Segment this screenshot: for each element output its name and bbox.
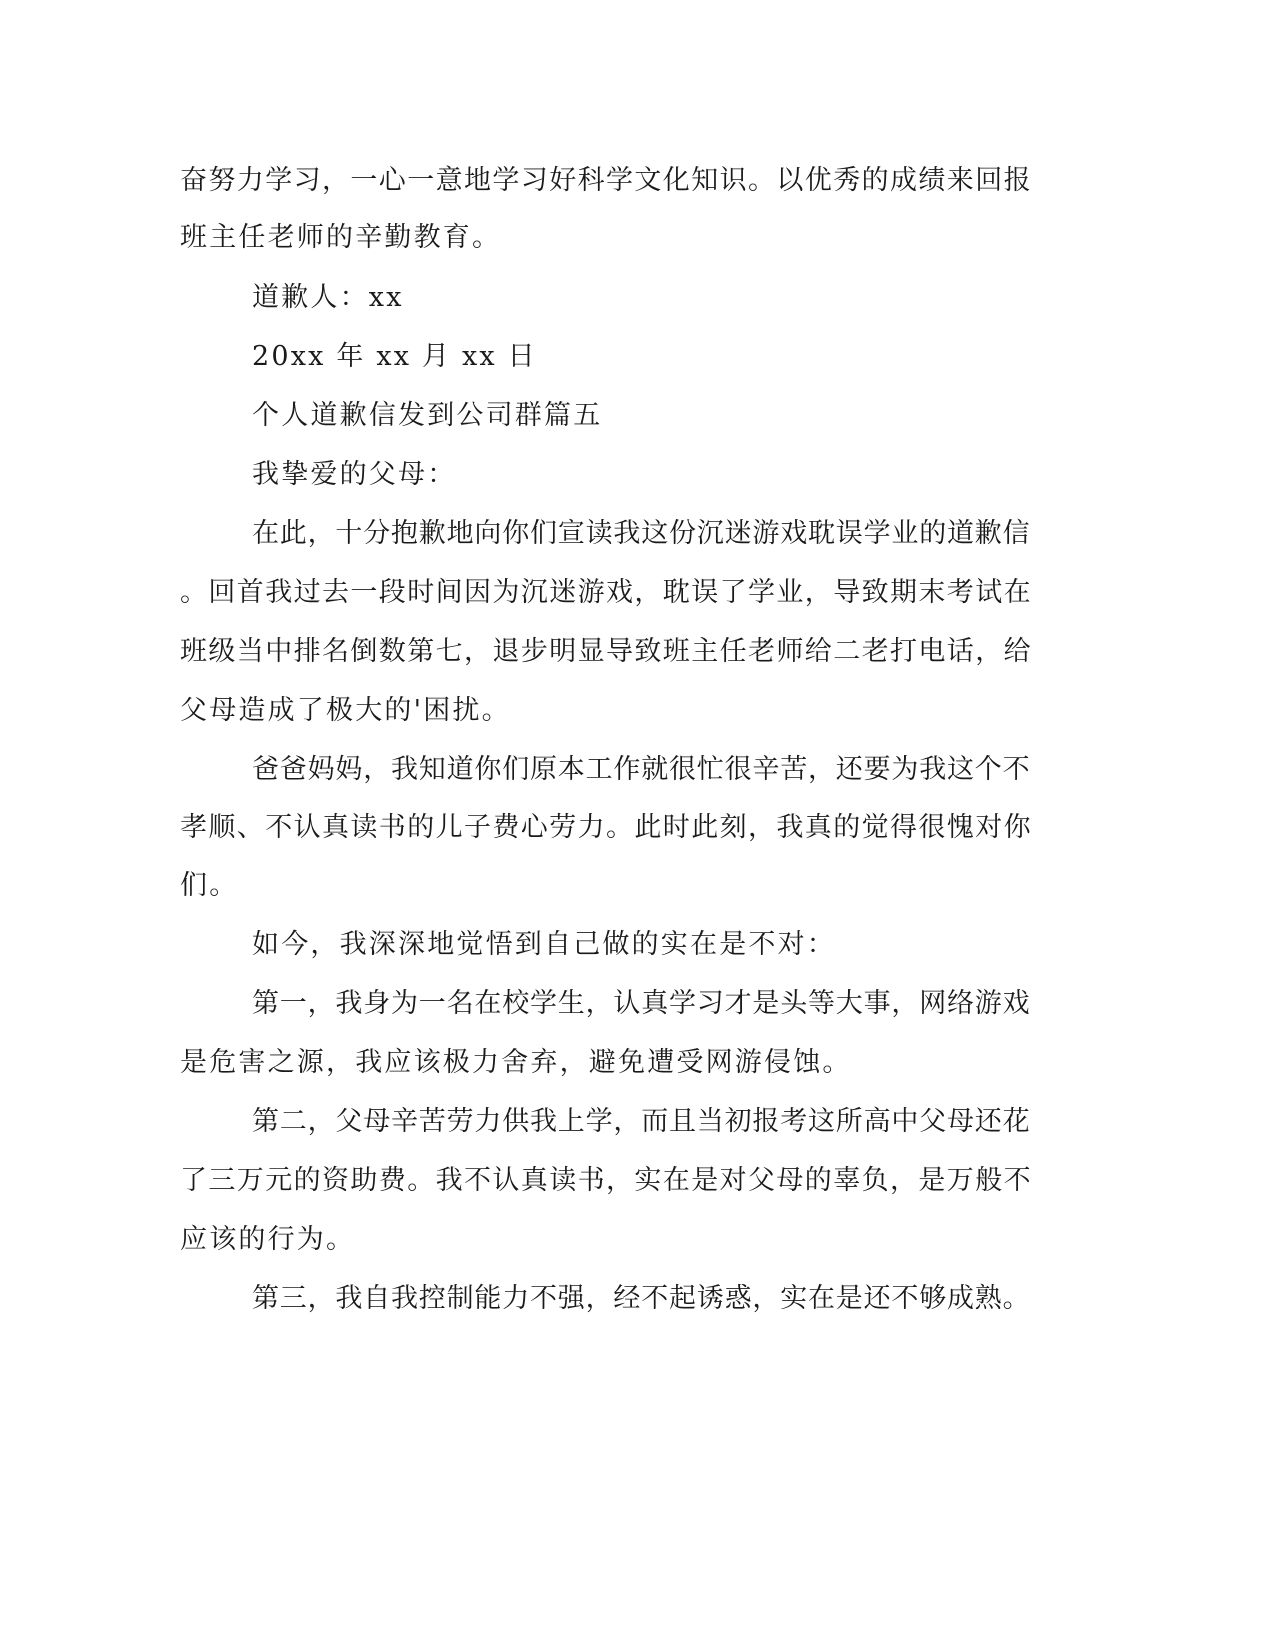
text-line: 们。: [180, 870, 239, 901]
text-line: 奋努力学习，一心一意地学习好科学文化知识。以优秀的成绩来回报: [180, 165, 1032, 196]
text-line: 在此，十分抱歉地向你们宣读我这份沉迷游戏耽误学业的道歉信: [252, 518, 1031, 549]
text-line: 第一，我身为一名在校学生，认真学习才是头等大事，网络游戏: [252, 988, 1031, 1019]
text-line: 孝顺、不认真读书的儿子费心劳力。此时此刻，我真的觉得很愧对你: [180, 812, 1032, 843]
text-line: 如今，我深深地觉悟到自己做的实在是不对：: [252, 929, 836, 960]
salutation: 我挚爱的父母：: [252, 459, 457, 490]
text-line: 第三，我自我控制能力不强，经不起诱惑，实在是还不够成熟。: [252, 1283, 1031, 1314]
text-line: 第二，父母辛苦劳力供我上学，而且当初报考这所高中父母还花: [252, 1106, 1031, 1137]
signature-line: 道歉人：xx: [252, 282, 404, 313]
text-line: 父母造成了极大的'困扰。: [180, 695, 511, 726]
text-line: 班主任老师的辛勤教育。: [180, 222, 502, 253]
text-line: 应该的行为。: [180, 1224, 356, 1255]
text-line: 。回首我过去一段时间因为沉迷游戏，耽误了学业，导致期末考试在: [180, 577, 1032, 608]
date-line: 20xx 年 xx 月 xx 日: [252, 341, 537, 372]
text-line: 了三万元的资助费。我不认真读书，实在是对父母的辜负，是万般不: [180, 1165, 1032, 1196]
text-line: 班级当中排名倒数第七，退步明显导致班主任老师给二老打电话，给: [180, 636, 1032, 667]
text-line: 是危害之源，我应该极力舍弃，避免遭受网游侵蚀。: [180, 1047, 852, 1078]
section-heading: 个人道歉信发到公司群篇五: [252, 400, 603, 431]
text-line: 爸爸妈妈，我知道你们原本工作就很忙很辛苦，还要为我这个不: [252, 754, 1031, 785]
